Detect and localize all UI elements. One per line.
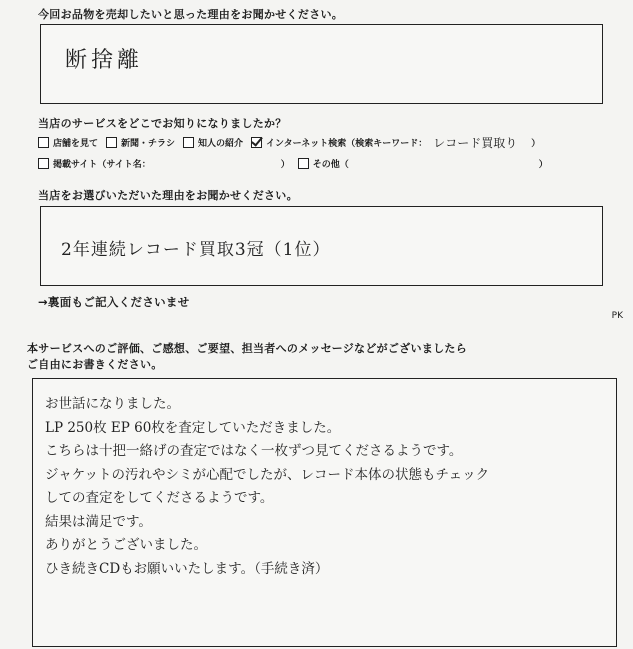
pk-mark: PK — [611, 311, 623, 321]
question-4-label-line-1: 本サービスへのご評価、ご感想、ご要望、担当者へのメッセージなどがございましたら — [27, 342, 468, 355]
option-newspaper[interactable]: 新聞・チラシ — [106, 136, 175, 149]
comment-line: お世話になりました。 — [45, 396, 180, 412]
option-store[interactable]: 店舗を見て — [38, 136, 98, 149]
comment-line: こちらは十把一絡げの査定ではなく一枚ずつ見てくださるようです。 — [45, 443, 463, 459]
comment-line: ひき続きCDもお願いいたします。（手続き済） — [45, 560, 329, 577]
checkbox-referral[interactable] — [183, 137, 194, 148]
comment-text — [45, 393, 489, 581]
comment-line: しての査定をしてくださるようです。 — [45, 490, 274, 506]
comment-line: ジャケットの汚れやシミが心配でしたが、レコード本体の状態もチェック — [45, 466, 490, 483]
option-internet-search[interactable]: インターネット検索（検索キーワード： レコード買取り ） — [251, 134, 540, 151]
question-1-label: 今回お品物を売却したいと思った理由をお聞かせください。 — [38, 8, 344, 21]
option-other[interactable]: その他（ ） — [298, 157, 548, 170]
answer-3-box[interactable] — [40, 206, 603, 286]
source-options-row-2 — [38, 157, 556, 170]
checkbox-listing-site[interactable] — [38, 158, 49, 169]
option-listing-site[interactable]: 掲載サイト（サイト名： ） — [38, 157, 290, 170]
comment-line: 結果は満足です。 — [45, 513, 152, 530]
question-4-label-line-2: ご自由にお書きください。 — [27, 358, 163, 371]
comment-line: ありがとうございました。 — [45, 537, 207, 553]
comment-line: LP 250枚 EP 60枚を査定していただきました。 — [45, 419, 341, 436]
answer-1-box[interactable] — [40, 24, 603, 104]
question-2-label: 当店のサービスをどこでお知りになりましたか？ — [38, 117, 287, 130]
reverse-side-note: →裏面もご記入くださいませ — [38, 295, 190, 309]
answer-1-text: 断捨離 — [65, 48, 144, 73]
option-referral[interactable]: 知人の紹介 — [183, 136, 243, 149]
checkbox-store[interactable] — [38, 137, 49, 148]
checkbox-newspaper[interactable] — [106, 137, 117, 148]
comment-box[interactable] — [32, 378, 617, 647]
checkbox-other[interactable] — [298, 158, 309, 169]
source-options-row-1 — [38, 134, 548, 151]
question-3-label: 当店をお選びいただいた理由をお聞かせください。 — [38, 189, 298, 202]
answer-3-text: 2年連続レコード買取3冠（1位） — [61, 240, 331, 260]
checkbox-internet-search[interactable] — [251, 137, 262, 148]
search-keyword-value: レコード買取り — [433, 136, 518, 150]
